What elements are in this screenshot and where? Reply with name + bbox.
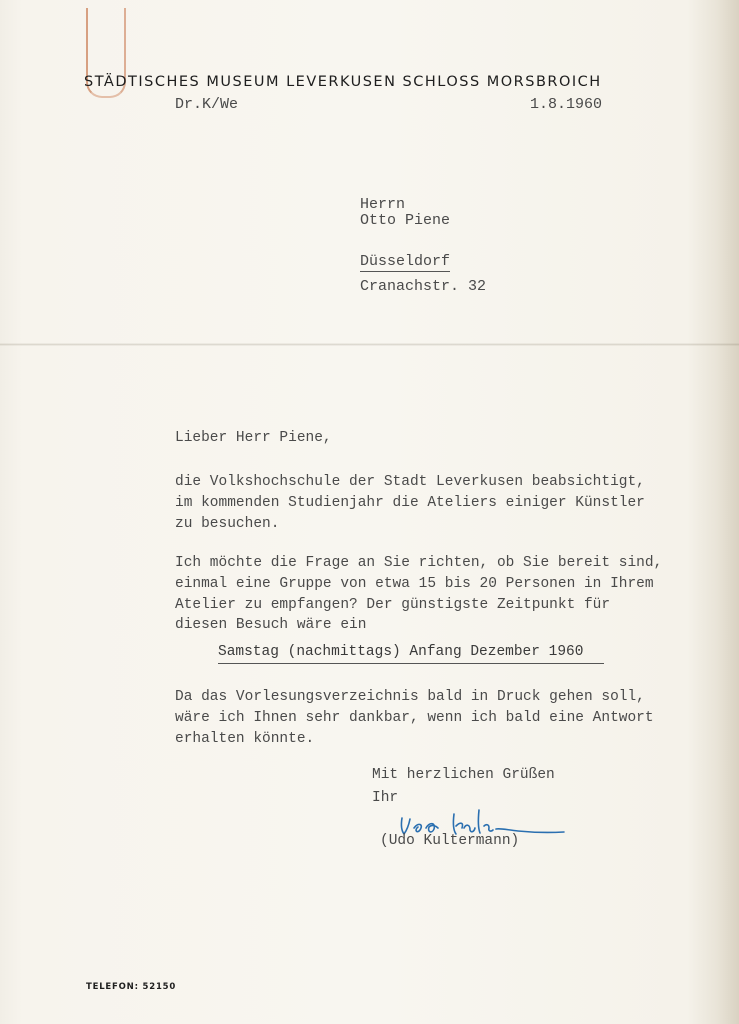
paragraph3-line: wäre ich Ihnen sehr dankbar, wenn ich bald eine Antwort — [175, 710, 654, 726]
closing-ihr: Ihr — [372, 790, 399, 806]
paragraph1-line: im kommenden Studienjahr die Ateliers einiger Künstler — [175, 495, 645, 511]
recipient-name: Otto Piene — [360, 212, 451, 229]
paper-fold — [0, 343, 739, 346]
footer-telefon: TELEFON: 52150 — [86, 982, 177, 992]
greeting: Lieber Herr Piene, — [175, 430, 332, 446]
reference-code: Dr.K/We — [175, 96, 239, 113]
recipient-salutation: Herrn — [360, 196, 406, 213]
recipient-street: Cranachstr. 32 — [360, 278, 487, 295]
typed-signature-name: (Udo Kultermann) — [380, 833, 520, 849]
paragraph3-line: Da das Vorlesungsverzeichnis bald in Druck gehen soll, — [175, 689, 645, 705]
paragraph2-line: Ich möchte die Frage an Sie richten, ob Sie bereit sind, — [175, 555, 663, 571]
paragraph2-line: einmal eine Gruppe von etwa 15 bis 20 Personen in Ihrem — [175, 576, 654, 592]
letter-date: 1.8.1960 — [530, 96, 603, 113]
recipient-city: Düsseldorf — [360, 253, 451, 270]
paragraph2-line: diesen Besuch wäre ein — [175, 617, 367, 633]
closing-regards: Mit herzlichen Grüßen — [372, 767, 555, 783]
letterhead: STÄDTISCHES MUSEUM LEVERKUSEN SCHLOSS MORSBROICH — [84, 74, 602, 90]
paragraph1-line: die Volkshochschule der Stadt Leverkusen beabsichtigt, — [175, 474, 645, 490]
proposed-date-line: Samstag (nachmittags) Anfang Dezember 1960 — [218, 644, 604, 664]
paragraph3-line: erhalten könnte. — [175, 731, 315, 747]
paragraph2-line: Atelier zu empfangen? Der günstigste Zeitpunkt für — [175, 597, 611, 613]
paragraph1-line: zu besuchen. — [175, 516, 280, 532]
